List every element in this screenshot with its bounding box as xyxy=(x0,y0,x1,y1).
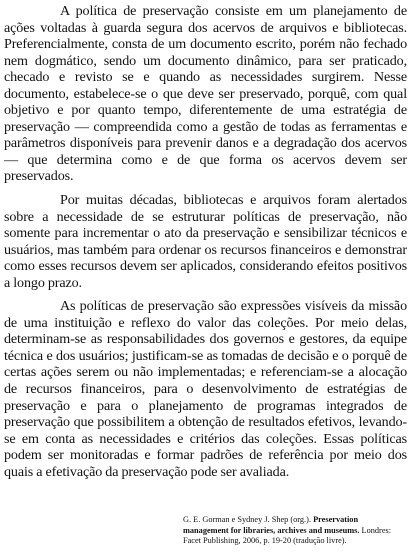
text-passage xyxy=(4,3,407,487)
citation-authors: G. E. Gorman e Sydney J. Shep (org.). xyxy=(183,515,311,524)
paragraph-2: Por muitas décadas, bibliotecas e arquivos foram alertados sobre a necessidade de se estruturar políticas de preservação, não somente para incrementar o ato da preservação e sensibilizar técnicos e usuários, mas também para ordenar os recursos financeiros e demonstrar como esses recursos devem ser aplicados, considerando efeitos positivos a longo prazo. xyxy=(4,192,407,291)
paragraph-1: A política de preservação consiste em um planejamento de ações voltadas à guarda segura dos acervos de arquivos e bibliotecas. Preferencialmente, consta de um documento escrito, porém não fechado nem dogmático, sendo um documento dinâmico, para ser praticado, checado e revisto se e quando as necessidades surgirem. Nesse documento, estabelece-se o que deve ser preservado, porquê, com qual objetivo e por quanto tempo, diferentemente de uma estratégia de preservação — compreendida como a gestão de todas as ferramentas e parâmetros disponíveis para prevenir danos e a degradação dos acervos — que determina como e de que forma os acervos devem ser preservados. xyxy=(4,3,407,185)
paragraph-3: As políticas de preservação são expressões visíveis da missão de uma instituição e reflexo do valor das coleções. Por meio delas, determinam-se as responsabilidades dos governos e gestores, da equipe técnica e dos usuários; justificam-se as tomadas de decisão e o porquê de certas ações serem ou não implementadas; e referenciam-se a alocação de recursos financeiros, para o desenvolvimento de estratégias de preservação e para o planejamento de programas integrados de preservação que possibilitem a obtenção de resultados efetivos, levando-se em conta as necessidades e critérios das coleções. Essas políticas podem ser monitoradas e formar padrões de referência por meio dos quais a efetivação da preservação pode ser avaliada. xyxy=(4,298,407,480)
source-citation xyxy=(183,515,405,547)
citation-source-title: Preservation management for libraries, archives and museums. xyxy=(183,515,360,535)
citation-publication: Londres: Facet Publishing, 2006, p. 19-20 (tradução livre). xyxy=(183,525,392,546)
